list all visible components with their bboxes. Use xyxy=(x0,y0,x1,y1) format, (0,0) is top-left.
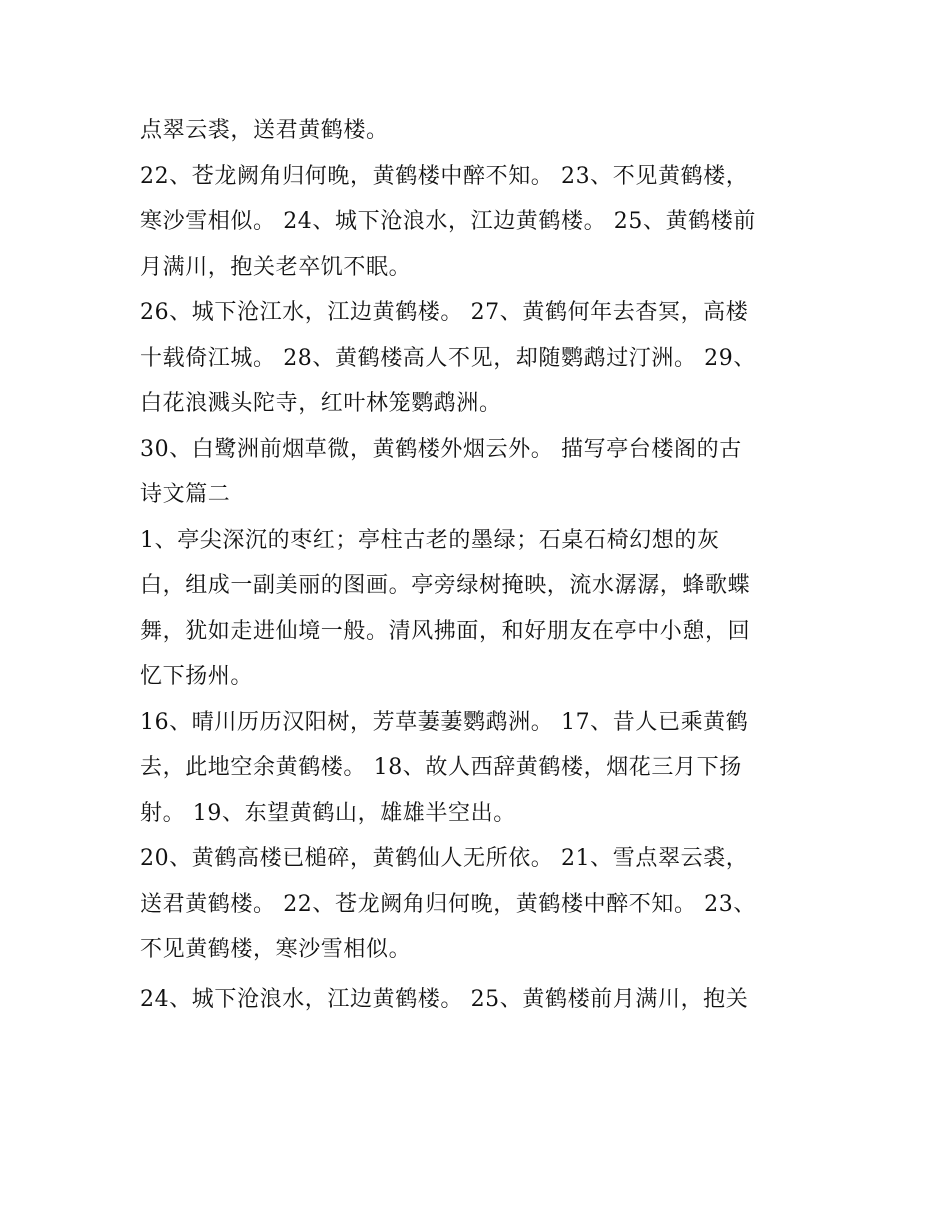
text-line: 22、苍龙阙角归何晚，黄鹤楼中醉不知。 23、不见黄鹤楼， xyxy=(140,163,749,189)
text-line: 20、黄鹤高楼已槌碎，黄鹤仙人无所依。 21、雪点翠云裘， xyxy=(140,846,749,871)
text-line: 1、亭尖深沉的枣红；亭柱古老的墨绿；石桌石椅幻想的灰 xyxy=(140,527,720,553)
text-line: 送君黄鹤楼。 22、苍龙阙角归何晚，黄鹤楼中醉不知。 23、 xyxy=(140,891,756,917)
text-line: 24、城下沧浪水，江边黄鹤楼。 25、黄鹤楼前月满川，抱关 xyxy=(140,986,749,1012)
text-line: 诗文篇二 xyxy=(140,482,231,507)
text-line: 舞，犹如走进仙境一般。清风拂面，和好朋友在亭中小憩，回 xyxy=(140,618,751,644)
text-line: 点翠云裘，送君黄鹤楼。 xyxy=(140,118,389,143)
text-line: 去，此地空余黄鹤楼。 18、故人西辞黄鹤楼，烟花三月下扬 xyxy=(140,755,742,780)
text-line: 不见黄鹤楼，寒沙雪相似。 xyxy=(140,937,412,962)
text-line: 26、城下沧江水，江边黄鹤楼。 27、黄鹤何年去杳冥，高楼 xyxy=(140,300,749,325)
text-line: 30、白鹭洲前烟草微，黄鹤楼外烟云外。 描写亭台楼阁的古 xyxy=(140,436,742,462)
text-line: 白花浪溅头陀寺，红叶林笼鹦鹉洲。 xyxy=(140,391,502,416)
text-line: 十载倚江城。 28、黄鹤楼高人不见，却随鹦鹉过汀洲。 29、 xyxy=(140,345,756,371)
text-line: 忆下扬州。 xyxy=(140,664,254,689)
text-line: 射。 19、东望黄鹤山，雄雄半空出。 xyxy=(140,800,516,826)
text-line: 16、晴川历历汉阳树，芳草萋萋鹦鹉洲。 17、昔人已乘黄鹤 xyxy=(140,709,749,735)
document-text-body xyxy=(140,108,830,1022)
text-line: 月满川，抱关老卒饥不眠。 xyxy=(140,254,412,280)
text-line: 寒沙雪相似。 24、城下沧浪水，江边黄鹤楼。 25、黄鹤楼前 xyxy=(140,209,756,234)
text-line: 白，组成一副美丽的图画。亭旁绿树掩映，流水潺潺，蜂歌蝶 xyxy=(140,573,751,598)
